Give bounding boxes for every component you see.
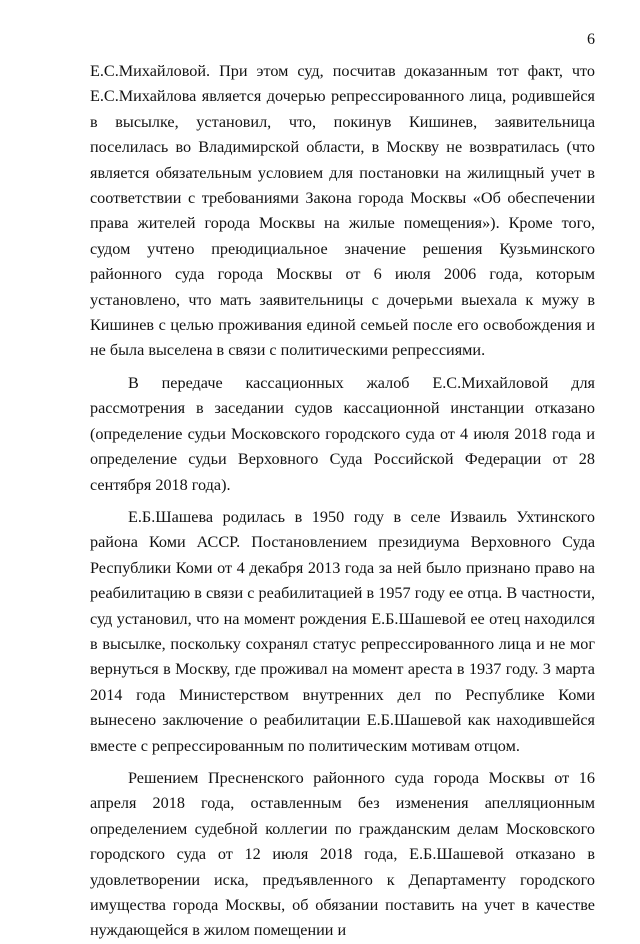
paragraph-cassation-refusal: В передаче кассационных жалоб Е.С.Михайловой для рассмотрения в заседании судов кассационной инстанции отказано (определение судьи Московского городского суда от 4 июля 2018 года и определение судьи Верховного Суда Российской Федерации от 28 сентября 2018 года).	[90, 373, 595, 494]
paragraph-continuation: Е.С.Михайловой. При этом суд, посчитав доказанным тот факт, что Е.С.Михайлова является дочерью репрессированного лица, родившейся в высылке, установил, что, покинув Кишинев, заявительница поселилась во Владимирской области, в Москву не возвратилась (что является обязательным условием для постановки на жилищный учет в соответствии с требованиями Закона города Москвы «Об обеспечении права жителей города Москвы на жилые помещения»). Кроме того, судом учтено преюдициальное значение решения Кузьминского районного суда города Москвы от 6 июля 2006 года, которым установлено, что мать заявительницы с дочерьми выехала к мужу в Кишинев с целью проживания единой семьей после его освобождения и не была выселена в связи с политическими репрессиями.	[90, 62, 595, 360]
paragraph-shasheva-background: Е.Б.Шашева родилась в 1950 году в селе Изваиль Ухтинского района Коми АССР. Постановлением президиума Верховного Суда Республики Коми от 4 декабря 2013 года за ней было признано право на реабилитацию в связи с реабилитацией в 1957 году ее отца. В частности, суд установил, что на момент рождения Е.Б.Шашевой ее отец находился в высылке, поскольку сохранял статус репрессированного лица и не мог вернуться в Москву, где проживал на момент ареста в 1937 году. 3 марта 2014 года Министерством внутренних дел по Республике Коми вынесено заключение о реабилитации Е.Б.Шашевой как находившейся вместе с репрессированным по политическим мотивам отцом.	[90, 507, 595, 755]
page-number: 6	[587, 31, 595, 48]
document-body	[90, 59, 595, 944]
paragraph-presnensky-decision: Решением Пресненского районного суда города Москвы от 16 апреля 2018 года, оставленным без изменения апелляционным определением судебной коллегии по гражданским делам Московского городского суда от 12 июля 2018 года, Е.Б.Шашевой отказано в удовлетворении иска, предъявленного к Департаменту городского имущества города Москвы, об обязании поставить на учет в качестве нуждающейся в жилом помещении и	[90, 768, 595, 940]
